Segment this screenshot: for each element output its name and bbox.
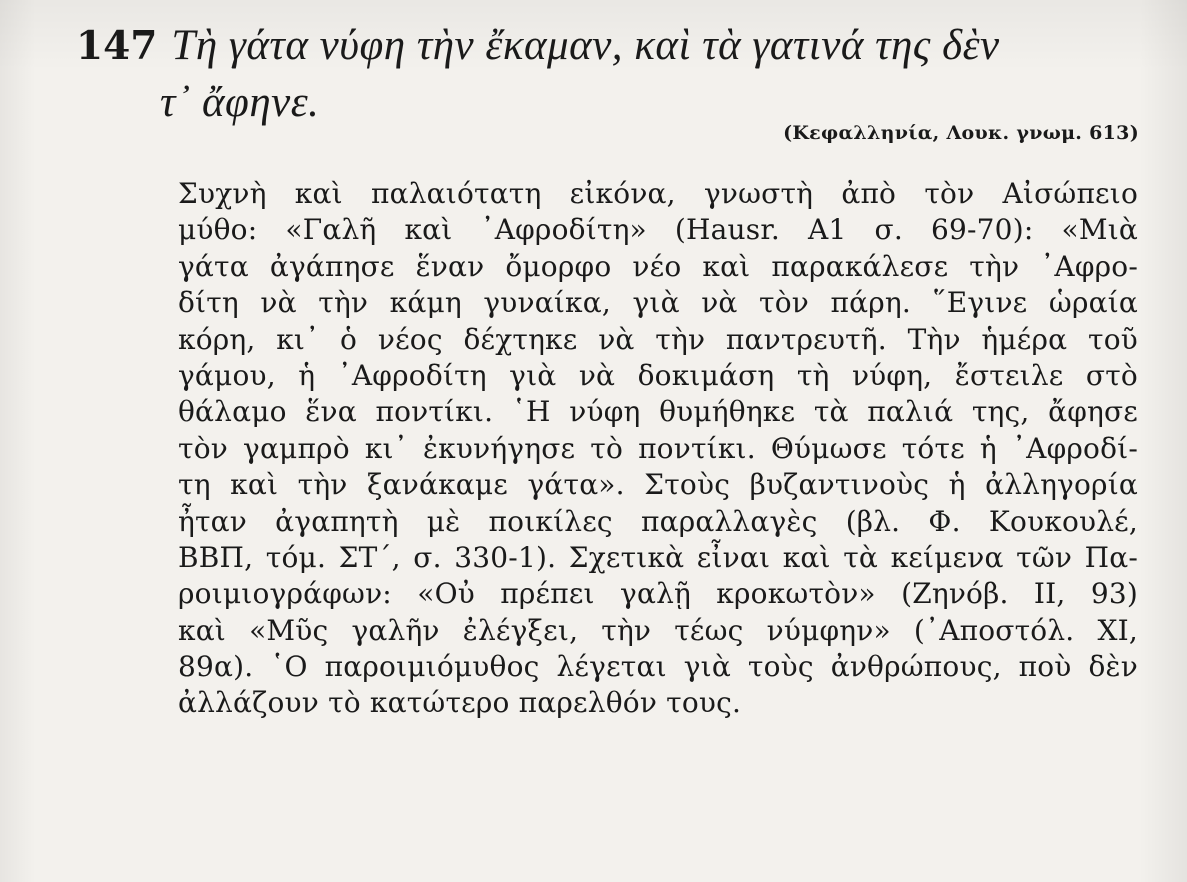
- commentary-line: ἦταν ἀγαπητὴ μὲ ποικίλες παραλλαγὲς (βλ. Φ. Κουκουλέ,: [178, 504, 1138, 538]
- commentary-line: ΒΒΠ, τόμ. ΣΤ΄, σ. 330-1). Σχετικὰ εἶναι καὶ τὰ κείμενα τῶν Πα-: [178, 540, 1138, 574]
- commentary-paragraph: [178, 176, 1138, 722]
- proverb-text-1: Τὴ γάτα νύφη τὴν ἔκαμαν, καὶ τὰ γατινά της δὲν: [171, 22, 1000, 69]
- proverb-line-1: [76, 18, 1156, 75]
- proverb-line-2: τ᾽ ἄφηνε.: [160, 79, 320, 126]
- source-citation: (Κεφαλληνία, Λουκ. γνωμ. 613): [783, 122, 1139, 144]
- commentary-line: γάτα ἀγάπησε ἕναν ὄμορφο νέο καὶ παρακάλεσε τὴν ᾿Αφρο-: [178, 249, 1138, 283]
- commentary-line: θάλαμο ἕνα ποντίκι. ῾Η νύφη θυμήθηκε τὰ παλιά της, ἄφησε: [178, 395, 1138, 429]
- commentary-line: τη καὶ τὴν ξανάκαμε γάτα». Στοὺς βυζαντινοὺς ἡ ἀλληγορία: [178, 468, 1138, 502]
- entry-number: 147: [76, 23, 158, 69]
- commentary-line: 89α). ῾Ο παροιμιόμυθος λέγεται γιὰ τοὺς ἀνθρώπους, ποὺ δὲν: [178, 650, 1138, 684]
- proverb-entry: [76, 18, 1156, 131]
- commentary-line: κόρη, κι᾽ ὁ νέος δέχτηκε νὰ τὴν παντρευτῆ. Τὴν ἡμέρα τοῦ: [178, 322, 1138, 356]
- commentary-line: καὶ «Μῦς γαλῆν ἐλέγξει, τὴν τέως νύμφην» (᾿Αποστόλ. XI,: [178, 613, 1138, 647]
- commentary-line: ροιμιογράφων: «Οὐ πρέπει γαλῇ κροκωτὸν» (Ζηνόβ. II, 93): [178, 577, 1138, 611]
- commentary-line: τὸν γαμπρὸ κι᾽ ἐκυνήγησε τὸ ποντίκι. Θύμωσε τότε ἡ ᾿Αφροδί-: [178, 431, 1138, 465]
- commentary-line: μύθο: «Γαλῆ καὶ ᾿Αφροδίτη» (Hausr. A1 σ. 69-70): «Μιὰ: [178, 213, 1138, 247]
- commentary-line: δίτη νὰ τὴν κάμη γυναίκα, γιὰ νὰ τὸν πάρη. ῞Εγινε ὡραία: [178, 286, 1138, 320]
- commentary-line: γάμου, ἡ ᾿Αφροδίτη γιὰ νὰ δοκιμάση τὴ νύφη, ἔστειλε στὸ: [178, 358, 1138, 392]
- commentary-line: Συχνὴ καὶ παλαιότατη εἰκόνα, γνωστὴ ἀπὸ τὸν Αἰσώπειο: [178, 177, 1138, 210]
- commentary-line: ἀλλάζουν τὸ κατώτερο παρελθόν τους.: [178, 686, 742, 720]
